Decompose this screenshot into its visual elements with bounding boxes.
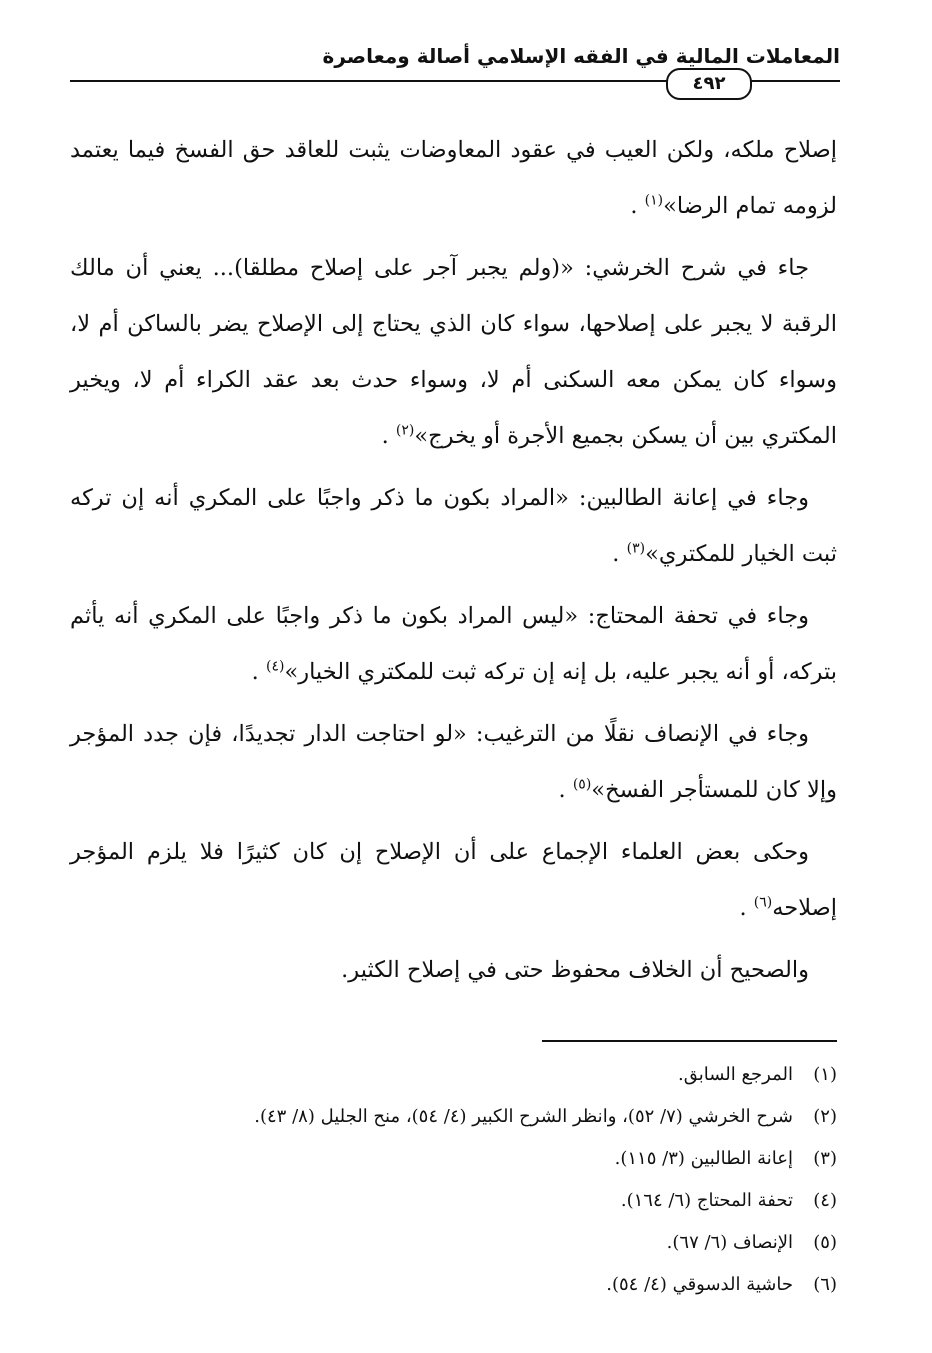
- footnote-number: (٥): [813, 1232, 837, 1253]
- footnote-text: شرح الخرشي (٧/ ٥٢)، وانظر الشرح الكبير (٤/ ٥٤)، منح الجليل (٨/ ٤٣).: [254, 1106, 793, 1127]
- paragraph-text: والصحيح أن الخلاف محفوظ حتى في إصلاح الكثير.: [341, 957, 809, 983]
- main-text: [70, 122, 837, 1004]
- paragraph-text: إصلاح ملكه، ولكن العيب في عقود المعاوضات يثبت للعاقد حق الفسخ فيما يعتمد لزومه تمام الرضا»: [70, 137, 837, 219]
- page-number: ٤٩٢: [666, 68, 752, 100]
- footnote-6: [70, 1264, 837, 1306]
- footnote-2: [70, 1096, 837, 1138]
- footnote-text: حاشية الدسوقي (٤/ ٥٤).: [606, 1274, 793, 1295]
- paragraph-end: .: [739, 895, 747, 921]
- paragraph-3: [70, 470, 837, 582]
- paragraph-end: .: [612, 541, 620, 567]
- footnote-3: [70, 1138, 837, 1180]
- footnotes: [70, 1054, 837, 1306]
- footnote-marker: (٤): [265, 658, 285, 675]
- footnote-marker: (٢): [395, 422, 415, 439]
- paragraph-text: وحكى بعض العلماء الإجماع على أن الإصلاح إن كان كثيرًا فلا يلزم المؤجر إصلاحه: [70, 839, 837, 921]
- paragraph-1: [70, 122, 837, 234]
- footnote-separator: [542, 1040, 837, 1042]
- footnote-text: إعانة الطالبين (٣/ ١١٥).: [614, 1148, 793, 1169]
- footnote-marker: (٣): [626, 540, 646, 557]
- footnote-text: المرجع السابق.: [677, 1064, 793, 1085]
- footnote-number: (٤): [813, 1190, 837, 1211]
- paragraph-7: [70, 942, 837, 998]
- footnote-4: [70, 1180, 837, 1222]
- footnote-number: (٢): [813, 1106, 837, 1127]
- footnote-number: (٦): [813, 1274, 837, 1295]
- paragraph-text: وجاء في تحفة المحتاج: «ليس المراد بكون ما ذكر واجبًا على المكري أنه يأثم بتركه، أو أنه يجبر عليه، بل إنه إن تركه ثبت للمكتري الخيار»: [70, 603, 837, 685]
- footnote-marker: (٥): [572, 776, 592, 793]
- footnote-marker: (٦): [753, 894, 773, 911]
- footnote-5: [70, 1222, 837, 1264]
- footnote-text: الإنصاف (٦/ ٦٧).: [666, 1232, 793, 1253]
- paragraph-6: [70, 824, 837, 936]
- footnote-text: تحفة المحتاج (٦/ ١٦٤).: [620, 1190, 793, 1211]
- paragraph-end: .: [630, 193, 638, 219]
- paragraph-end: .: [558, 777, 566, 803]
- paragraph-end: .: [381, 423, 389, 449]
- paragraph-end: .: [251, 659, 259, 685]
- footnote-1: [70, 1054, 837, 1096]
- paragraph-4: [70, 588, 837, 700]
- footnote-number: (١): [813, 1064, 837, 1085]
- paragraph-text: جاء في شرح الخرشي: «(ولم يجبر آجر على إصلاح مطلقا)... يعني أن مالك الرقبة لا يجبر على إصلاحها، سواء كان الذي يحتاج إلى الإصلاح يضر بالساكن أم لا، وسواء كان يمكن معه السكنى أم لا، وسواء حدث بعد عقد الكراء أم لا، ويخير المكتري بين أن يسكن بجميع الأجرة أو يخرج»: [70, 255, 837, 449]
- paragraph-text: وجاء في إعانة الطالبين: «المراد بكون ما ذكر واجبًا على المكري أنه إن تركه ثبت الخيار للمكتري»: [70, 485, 837, 567]
- paragraph-2: [70, 240, 837, 464]
- paragraph-text: وجاء في الإنصاف نقلًا من الترغيب: «لو احتاجت الدار تجديدًا، فإن جدد المؤجر وإلا كان للمستأجر الفسخ»: [70, 721, 837, 803]
- paragraph-5: [70, 706, 837, 818]
- running-title: المعاملات المالية في الفقه الإسلامي أصالة ومعاصرة: [322, 44, 840, 68]
- footnote-marker: (١): [644, 192, 664, 209]
- footnote-number: (٣): [813, 1148, 837, 1169]
